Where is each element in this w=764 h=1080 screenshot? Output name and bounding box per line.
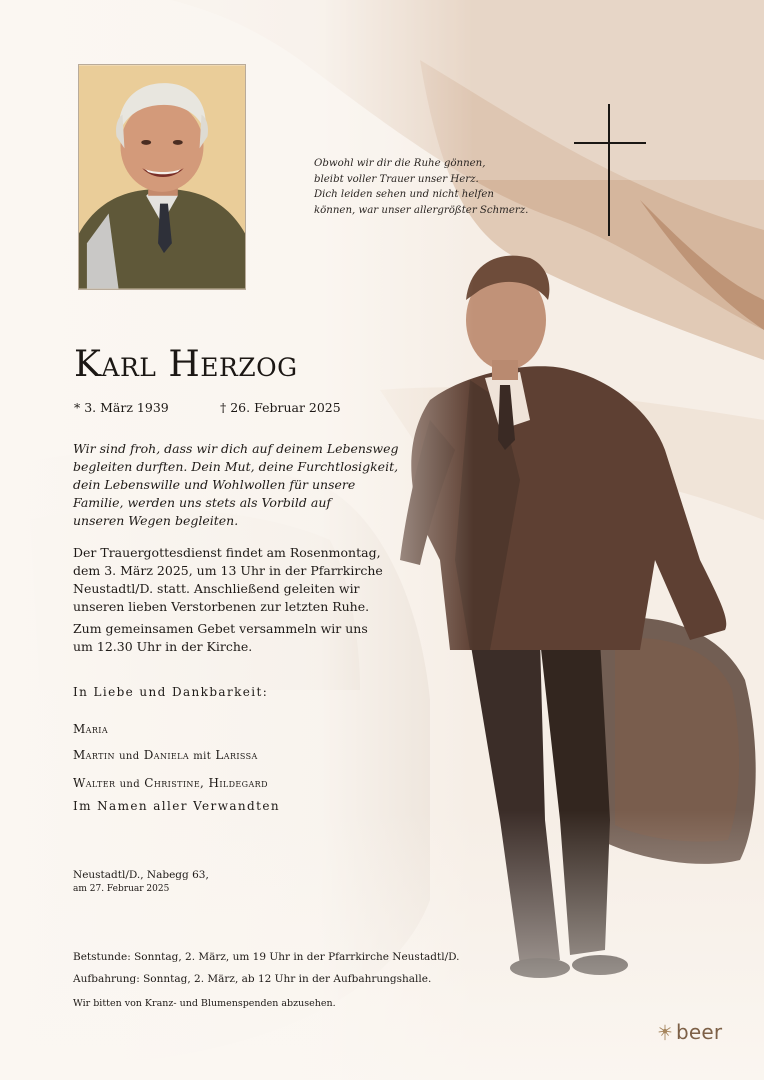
connector-text: und (119, 751, 140, 762)
verse-line: können, war unser allergrößter Schmerz. (314, 204, 529, 216)
memorial-verse (314, 156, 554, 218)
verse-line: Dich leiden sehen und nicht helfen (314, 189, 494, 200)
beer-logo (656, 1020, 722, 1044)
prayer-line: um 12.30 Uhr in der Kirche. (73, 639, 253, 654)
mourners-list (73, 716, 268, 798)
portrait-photo (78, 64, 246, 290)
tribute-line: Familie, werden uns stets als Vorbild auf (73, 495, 332, 510)
aufbahrung-line: Aufbahrung: Sonntag, 2. März, ab 12 Uhr in der Aufbahrungshalle. (73, 973, 432, 985)
flower-request: Wir bitten von Kranz- und Blumenspenden abzusehen. (73, 998, 336, 1009)
connector-text: und (119, 779, 141, 790)
mourner-row (73, 770, 268, 798)
address: Neustadtl/D., Nabegg 63, (73, 869, 209, 881)
betstunde-line: Betstunde: Sonntag, 2. März, um 19 Uhr in der Pfarrkirche Neustadtl/D. (73, 951, 460, 963)
dandelion-icon (656, 1023, 674, 1041)
service-line: dem 3. März 2025, um 13 Uhr in der Pfarrkirche (73, 563, 383, 578)
mourner-name: Maria (73, 722, 109, 736)
logo-text: beer (676, 1020, 723, 1044)
birth-date: * 3. März 1939 (74, 400, 169, 415)
death-date: † 26. Februar 2025 (220, 400, 341, 415)
place-date (73, 868, 209, 896)
verse-line: bleibt voller Trauer unser Herz. (314, 173, 479, 185)
mourner-name: Daniela (143, 748, 190, 762)
mourner-name: Martin (73, 748, 115, 762)
verse-line: Obwohl wir dir die Ruhe gönnen, (314, 158, 486, 169)
mourner-name: Christine, Hildegard (144, 776, 268, 790)
tribute-line: Wir sind froh, dass wir dich auf deinem Lebensweg (73, 441, 399, 456)
tribute-text (73, 440, 403, 530)
mourner-name: Walter (73, 776, 116, 790)
service-line: Neustadtl/D. statt. Anschließend geleiten wir (73, 581, 360, 596)
prayer-line: Zum gemeinsamen Gebet versammeln wir uns (73, 621, 368, 636)
life-dates (74, 400, 341, 415)
service-line: Der Trauergottesdienst findet am Rosenmontag, (73, 545, 381, 560)
notice-date: am 27. Februar 2025 (73, 884, 170, 894)
deceased-name: Karl Herzog (74, 344, 298, 385)
mourner-row (73, 716, 268, 742)
mourner-name: Larissa (215, 748, 258, 762)
mourners-intro: In Liebe und Dankbarkeit: (73, 685, 269, 699)
service-line: unseren lieben Verstorbenen zur letzten Ruhe. (73, 599, 370, 614)
tribute-line: begleiten durften. Dein Mut, deine Furchtlosigkeit, (73, 459, 399, 474)
tribute-line: unseren Wegen begleiten. (73, 513, 239, 528)
event-info (73, 946, 460, 990)
mourner-row (73, 742, 268, 770)
cross-icon (574, 104, 646, 236)
connector-text: mit (193, 751, 212, 762)
service-announcement (73, 544, 403, 656)
tribute-line: dein Lebenswille und Wohlwollen für unsere (73, 477, 356, 492)
relatives-line: Im Namen aller Verwandten (73, 799, 280, 813)
